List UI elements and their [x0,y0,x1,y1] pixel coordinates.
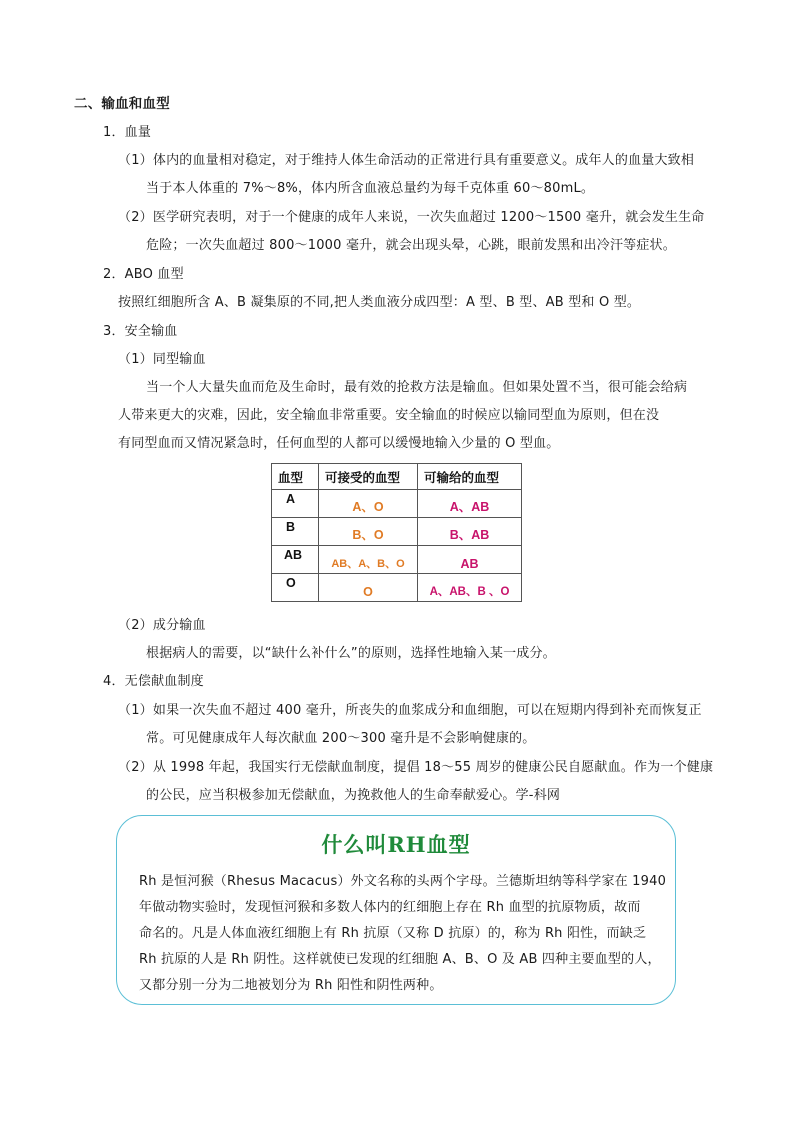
cell-can-give: AB [418,546,522,574]
paragraph-line: （1）如果一次失血不超过 400 毫升，所丧失的血浆成分和血细胞，可以在短期内得到补充而恢复正 [118,703,702,718]
blood-type-table [271,463,522,602]
cell-can-receive: O [319,574,418,602]
cell-can-receive: B、O [319,518,418,546]
rh-text-line: Rh 抗原的人是 Rh 阴性。这样就使已发现的红细胞 A、B、O 及 AB 四种主要血型的人， [139,952,661,967]
paragraph-line: （1）体内的血量相对稳定，对于维持人体生命活动的正常进行具有重要意义。成年人的血量大致相 [118,153,695,168]
cell-blood-type: O [272,574,319,602]
cell-can-receive: AB、A、B、O [319,546,418,574]
rh-text-line: Rh 是恒河猴（Rhesus Macacus）外文名称的头两个字母。兰德斯坦纳等科学家在 1940 [139,874,667,889]
paragraph-line: 常。可见健康成年人每次献血 200～300 毫升是不会影响健康的。 [146,731,536,746]
cell-can-give: A、AB、B 、O [418,574,522,602]
header-blood-type: 血型 [272,464,319,490]
rh-text-line: 又都分别一分为二地被划分为 Rh 阳性和阴性两种。 [139,978,443,993]
rh-box-title: 什么叫RH血型 [321,832,471,857]
heading-safe-transfusion: 3．安全输血 [103,324,178,339]
paragraph-line: 按照红细胞所含 A、B 凝集原的不同,把人类血液分成四型：A 型、B 型、AB 型和 O 型。 [118,295,641,310]
paragraph-line: 的公民，应当积极参加无偿献血，为挽救他人的生命奉献爱心。学-科网 [146,788,561,803]
cell-can-give: B、AB [418,518,522,546]
subheading-component: （2）成分输血 [118,618,206,633]
cell-blood-type: AB [272,546,319,574]
heading-voluntary-donation: 4．无偿献血制度 [103,674,204,689]
heading-abo: 2．ABO 血型 [103,267,184,282]
paragraph-line: （2）医学研究表明，对于一个健康的成年人来说，一次失血超过 1200～1500 毫升，就会发生生命 [118,210,705,225]
table-header-row [272,464,522,490]
header-can-give: 可输给的血型 [418,464,522,490]
paragraph-line: 当一个人大量失血而危及生命时，最有效的抢救方法是输血。但如果处置不当，很可能会给病 [146,380,688,395]
table-row [272,518,522,546]
table-row [272,490,522,518]
rh-text-line: 年做动物实验时，发现恒河猴和多数人体内的红细胞上存在 Rh 血型的抗原物质，故而 [139,900,641,915]
section-title: 二、输血和血型 [74,96,170,112]
paragraph-line: 根据病人的需要，以“缺什么补什么”的原则，选择性地输入某一成分。 [146,646,556,661]
header-can-receive: 可接受的血型 [319,464,418,490]
cell-can-receive: A、O [319,490,418,518]
paragraph-line: （2）从 1998 年起，我国实行无偿献血制度，提倡 18～55 周岁的健康公民自愿献血。作为一个健康 [118,760,714,775]
table-row [272,574,522,602]
subheading-same-type: （1）同型输血 [118,352,206,367]
rh-text-line: 命名的。凡是人体血液红细胞上有 Rh 抗原（又称 D 抗原）的，称为 Rh 阳性，而缺乏 [139,926,647,941]
heading-blood-volume: 1．血量 [103,125,152,140]
paragraph-line: 当于本人体重的 7%～8%，体内所含血液总量约为每千克体重 60～80mL。 [146,181,595,196]
paragraph-line: 有同型血而又情况紧急时，任何血型的人都可以缓慢地输入少量的 O 型血。 [118,436,560,451]
cell-can-give: A、AB [418,490,522,518]
cell-blood-type: A [272,490,319,518]
table-row [272,546,522,574]
paragraph-line: 危险；一次失血超过 800～1000 毫升，就会出现头晕，心跳，眼前发黑和出冷汗等症状。 [146,238,676,253]
cell-blood-type: B [272,518,319,546]
paragraph-line: 人带来更大的灾难，因此，安全输血非常重要。安全输血的时候应以输同型血为原则，但在没 [118,408,660,423]
